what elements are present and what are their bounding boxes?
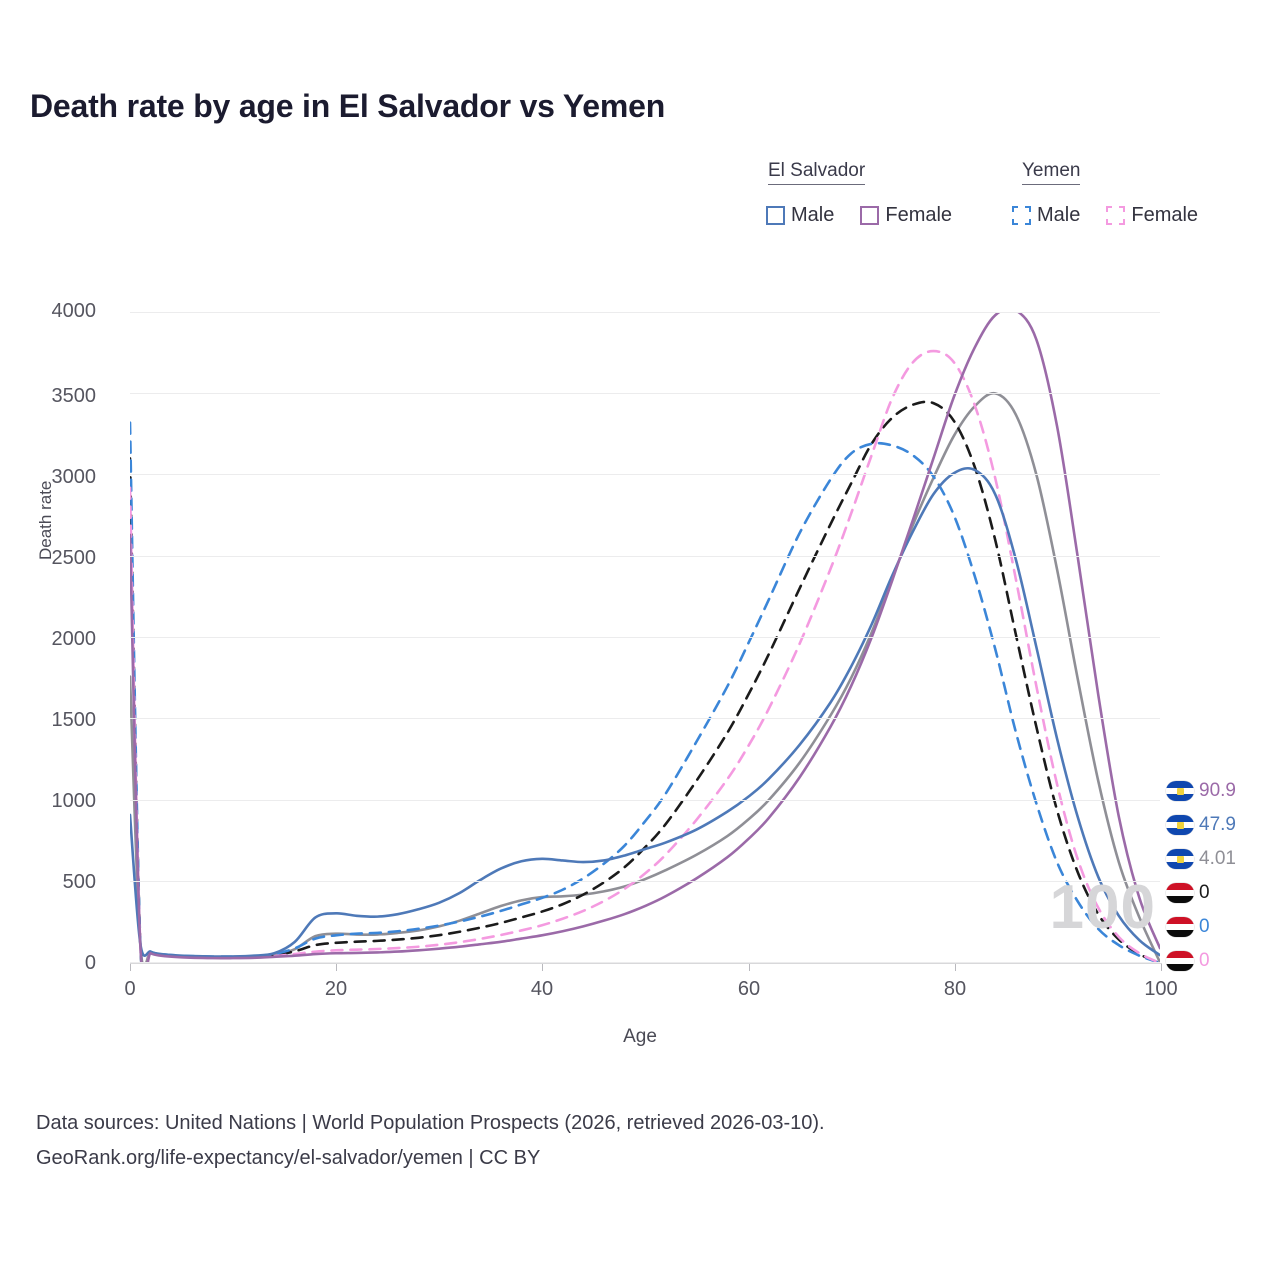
series-line <box>130 468 1160 956</box>
annotation-value: 0 <box>1199 882 1210 903</box>
legend-item-el-salvador-male[interactable] <box>766 204 834 227</box>
el-salvador-flag-icon <box>1166 781 1194 801</box>
x-tick-mark <box>542 964 543 971</box>
gridline <box>130 800 1160 801</box>
y-tick-label: 3500 <box>51 385 96 407</box>
y-tick-label: 2500 <box>51 547 96 569</box>
el-salvador-flag-icon <box>1166 815 1194 835</box>
footer-line-2: GeoRank.org/life-expectancy/el-salvador/yemen | CC BY <box>36 1147 541 1169</box>
y-tick-label: 2000 <box>51 628 96 650</box>
y-tick-label: 1500 <box>51 709 96 731</box>
annotation-value: 90.9 <box>1199 780 1236 801</box>
annotation-yemen-male <box>1166 916 1210 938</box>
legend-swatch-icon <box>1106 206 1125 225</box>
annotation-el-salvador-total <box>1166 848 1236 870</box>
footer <box>36 1106 825 1176</box>
x-axis-title: Age <box>623 1026 657 1047</box>
legend-group-title-el-salvador: El Salvador <box>768 160 865 185</box>
series-line <box>130 393 1160 963</box>
x-tick-mark <box>130 964 131 971</box>
legend-group-title-yemen: Yemen <box>1022 160 1080 185</box>
annotation-el-salvador-female <box>1166 780 1236 802</box>
y-tick-label: 3000 <box>51 466 96 488</box>
legend-item-el-salvador-female[interactable] <box>860 204 952 227</box>
annotation-el-salvador-male <box>1166 814 1236 836</box>
annotation-value: 0 <box>1199 950 1210 971</box>
x-tick-label: 40 <box>530 978 554 1000</box>
x-tick-mark <box>955 964 956 971</box>
x-tick-mark <box>336 964 337 971</box>
gridline <box>130 556 1160 557</box>
annotation-value: 4.01 <box>1199 848 1236 869</box>
legend <box>758 160 1258 250</box>
y-tick-label: 500 <box>62 871 96 893</box>
legend-label: Male <box>791 204 835 226</box>
footer-line-1: Data sources: United Nations | World Population Prospects (2026, retrieved 2026-03-10). <box>36 1112 825 1134</box>
x-tick-label: 60 <box>737 978 761 1000</box>
x-tick-mark <box>1161 964 1162 971</box>
y-tick-label: 0 <box>84 952 96 974</box>
watermark: 100 <box>1049 873 1156 942</box>
y-tick-label: 1000 <box>51 790 96 812</box>
legend-swatch-icon <box>766 206 785 225</box>
gridline <box>130 637 1160 638</box>
legend-swatch-icon <box>860 206 879 225</box>
gridline <box>130 718 1160 719</box>
chart-title: Death rate by age in El Salvador vs Yemen <box>30 88 666 124</box>
gridline <box>130 393 1160 394</box>
series-line <box>130 351 1160 963</box>
legend-label: Female <box>885 204 953 226</box>
legend-item-yemen-female[interactable] <box>1106 204 1198 227</box>
annotation-yemen-total <box>1166 882 1210 904</box>
gridline <box>130 881 1160 882</box>
legend-item-yemen-male[interactable] <box>1012 204 1080 227</box>
yemen-flag-icon <box>1166 917 1194 937</box>
legend-label: Male <box>1037 204 1081 226</box>
x-tick-mark <box>749 964 750 971</box>
y-axis-title: Death rate <box>36 480 55 560</box>
yemen-flag-icon <box>1166 883 1194 903</box>
x-tick-label: 0 <box>124 978 136 1000</box>
annotation-value: 47.9 <box>1199 814 1236 835</box>
x-tick-label: 100 <box>1144 978 1178 1000</box>
x-tick-label: 20 <box>324 978 348 1000</box>
legend-label: Female <box>1131 204 1199 226</box>
el-salvador-flag-icon <box>1166 849 1194 869</box>
gridline <box>130 312 1160 313</box>
yemen-flag-icon <box>1166 951 1194 971</box>
annotation-yemen-female <box>1166 950 1210 972</box>
x-axis-line <box>130 963 1162 964</box>
y-tick-label: 4000 <box>51 300 96 322</box>
plot-area <box>130 312 1160 963</box>
annotation-value: 0 <box>1199 916 1210 937</box>
gridline <box>130 474 1160 475</box>
legend-swatch-icon <box>1012 206 1031 225</box>
x-tick-label: 80 <box>943 978 967 1000</box>
